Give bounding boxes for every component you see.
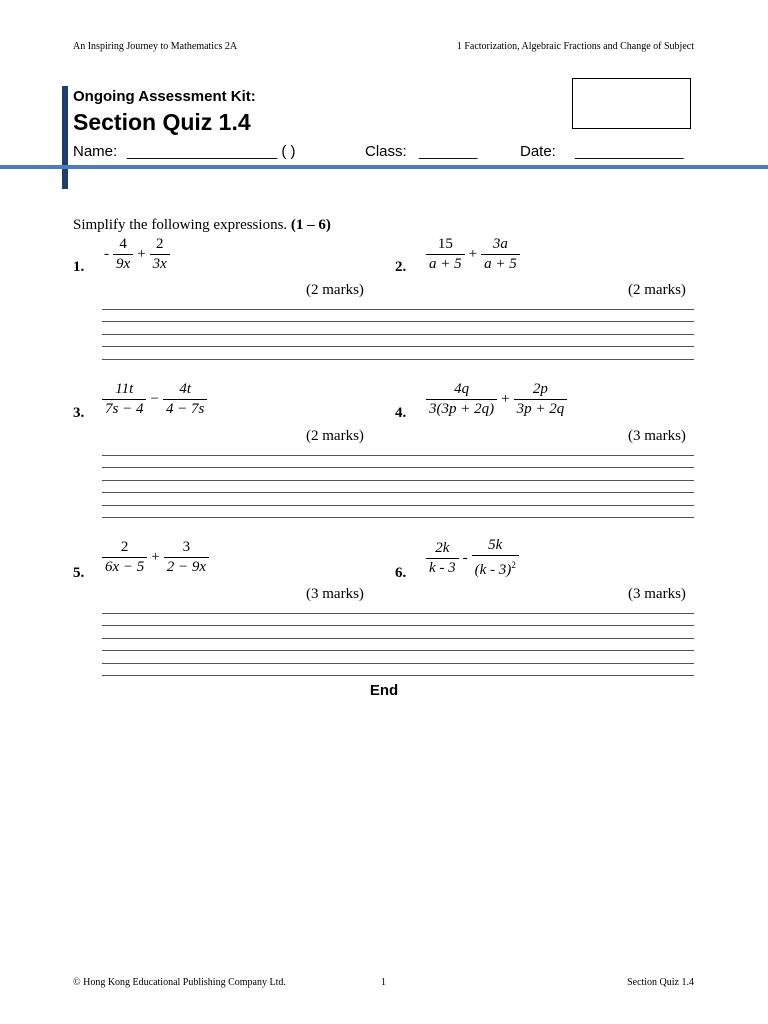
footer-copyright: © Hong Kong Educational Publishing Company Ltd. [73,977,286,988]
answer-line[interactable] [102,455,694,456]
date-field[interactable]: _____________ [575,143,684,160]
q6-numerator-1: 2k [435,539,450,556]
answer-line[interactable] [102,346,694,347]
q2-fraction-1 [426,236,465,273]
q6-fraction-1 [426,540,459,577]
answer-line[interactable] [102,309,694,310]
q4-fraction-1 [426,381,497,418]
answer-line[interactable] [102,517,694,518]
question-2-marks: (2 marks) [628,282,686,298]
question-3-number: 3. [73,405,85,421]
page-title: Section Quiz 1.4 [73,109,251,135]
q5-numerator-2: 3 [182,539,191,555]
q4-operator: + [501,391,510,407]
q5-fraction-2 [164,539,209,576]
answer-line[interactable] [102,467,694,468]
class-field[interactable]: _______ [419,143,478,160]
q1-operator: + [137,246,146,262]
q3-numerator-2: 4t [179,381,191,397]
answer-line[interactable] [102,359,694,360]
q5-denominator-2: 2 − 9x [164,557,209,576]
running-header-left: An Inspiring Journey to Mathematics 2A [73,41,238,52]
footer-page-number: 1 [381,977,386,988]
q1-numerator-1: 4 [119,236,127,252]
q5-denominator-1: 6x − 5 [102,557,147,576]
q2-denominator-2: a + 5 [481,254,520,273]
q3-denominator-2: 4 − 7s [163,399,207,418]
question-4-number: 4. [395,405,407,421]
instructions [73,217,331,234]
q3-denominator-1: 7s − 4 [102,399,146,418]
q6-operator: - [462,549,468,566]
q6-denominator-1: k - 3 [426,558,459,577]
question-4-expression [424,381,569,418]
answer-line[interactable] [102,492,694,493]
q6-fraction-2 [472,537,519,579]
name-label: Name: [73,143,118,160]
q4-numerator-1: 4q [454,381,470,397]
class-label: Class: [365,143,407,160]
q1-denominator-2: 3x [150,254,170,273]
q2-denominator-1: a + 5 [426,254,465,273]
q4-numerator-2: 2p [532,381,548,397]
running-header-right: 1 Factorization, Algebraic Fractions and Change of Subject [456,41,694,52]
date-label: Date: [520,143,556,160]
footer-section: Section Quiz 1.4 [627,977,694,988]
q6-denominator-2: (k - 3)$^2$ [472,555,519,579]
question-4-marks: (3 marks) [628,428,686,444]
answer-line[interactable] [102,638,694,639]
end-marker: End [369,682,399,699]
question-1-number: 1. [73,259,85,275]
q1-fraction-1 [113,236,133,273]
question-6-expression [424,537,521,579]
q2-operator: + [468,246,478,262]
title-accent-bar [62,86,68,189]
question-5-expression [100,539,211,576]
q5-numerator-1: 2 [120,539,129,555]
q2-fraction-2 [481,236,520,273]
q5-operator: + [151,549,160,565]
q3-fraction-1 [102,381,146,418]
question-6-number: 6. [395,565,407,581]
name-field[interactable]: __________________ ( ) [127,143,296,160]
q1-denominator-1: 9x [113,254,133,273]
q2-numerator-1: 15 [437,236,453,252]
question-5-marks: (3 marks) [306,586,364,602]
answer-line[interactable] [102,321,694,322]
q4-fraction-2 [514,381,568,418]
q5-fraction-1 [102,539,147,576]
q3-operator: − [150,391,159,407]
question-1-marks: (2 marks) [306,282,364,298]
instructions-range: (1 – 6) [290,217,331,233]
q3-fraction-2 [163,381,207,418]
question-3-expression [100,381,209,418]
q6-numerator-2: 5k [488,537,503,553]
question-2-expression [424,236,522,273]
q4-denominator-2: 3p + 2q [514,399,568,418]
kit-label: Ongoing Assessment Kit: [73,88,256,105]
instructions-text: Simplify the following expressions. [73,217,288,233]
q1-sign: - [104,246,109,262]
answer-line[interactable] [102,613,694,614]
answer-line[interactable] [102,625,694,626]
answer-line[interactable] [102,675,694,676]
answer-line[interactable] [102,480,694,481]
answer-line[interactable] [102,334,694,335]
q3-numerator-1: 11t [115,381,134,397]
q1-fraction-2 [150,236,170,273]
question-1-expression [102,236,172,273]
answer-line[interactable] [102,650,694,651]
score-box [572,78,691,129]
question-6-marks: (3 marks) [628,586,686,602]
header-divider [0,165,768,169]
q4-denominator-1: 3(3p + 2q) [426,399,497,418]
question-5-number: 5. [73,565,85,581]
question-3-marks: (2 marks) [306,428,364,444]
answer-line[interactable] [102,663,694,664]
answer-line[interactable] [102,505,694,506]
q2-numerator-2: 3a [492,236,508,252]
q6-exponent: 2 [511,560,516,570]
q1-numerator-2: 2 [155,236,164,252]
question-2-number: 2. [395,259,407,275]
